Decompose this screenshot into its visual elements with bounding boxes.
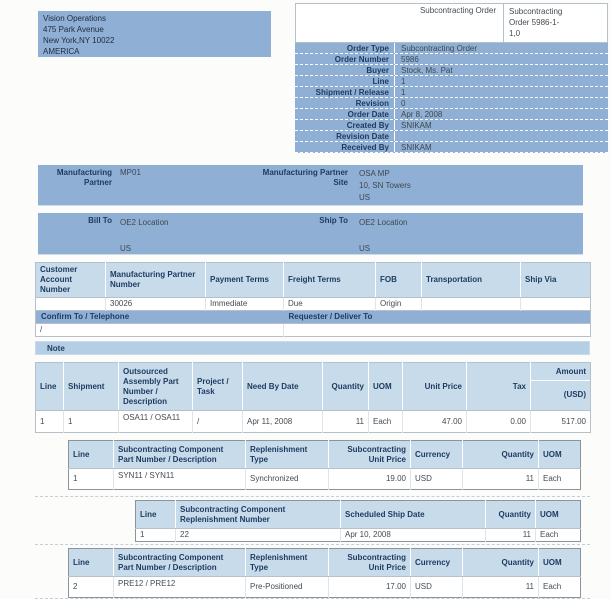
bill-to-line: OE2 Location [120, 218, 169, 227]
amount-header-label: Amount [531, 363, 590, 381]
field-label: Shipment / Release [295, 87, 395, 97]
freight-terms: Due [284, 298, 376, 311]
column-header: Manufacturing Partner Number [106, 263, 206, 298]
quantity: 11 [323, 411, 369, 433]
replenishment-header-row [136, 501, 581, 529]
order-header-row [295, 120, 608, 131]
column-header: Line [36, 363, 64, 411]
field-label: Order Type [295, 43, 395, 53]
quantity: 11 [486, 529, 536, 542]
quantity: 11 [463, 469, 539, 490]
column-header: UOM [536, 501, 581, 529]
order-line-row [36, 411, 591, 433]
note-label: Note [47, 344, 65, 353]
field-value: 1 [401, 77, 406, 86]
order-lines-table [35, 362, 591, 433]
amount: 517.00 [531, 411, 591, 433]
line-number: 2 [69, 577, 114, 598]
column-header: Quantity [463, 441, 539, 469]
row-separator [35, 496, 590, 497]
line-number: 1 [69, 469, 114, 490]
column-header: Subcontracting Component Part Number / Description [114, 549, 246, 577]
column-header: Transportation [422, 263, 521, 298]
site-line: 10, SN Towers [359, 181, 411, 190]
column-header: Line [136, 501, 176, 529]
replenishment-type: Synchronized [246, 469, 329, 490]
subcontracting-unit-price: 19.00 [329, 469, 411, 490]
requester-label: Requester / Deliver To [284, 311, 591, 324]
manufacturing-partner-value: MP01 [120, 168, 141, 177]
field-value: Subcontracting Order [401, 44, 478, 53]
component-row [69, 577, 581, 598]
order-header-row [295, 65, 608, 76]
vendor-country: AMERICA [43, 47, 80, 56]
column-header: Line [69, 549, 114, 577]
column-header: Outsourced Assembly Part Number / Description [119, 363, 193, 411]
ship-to-value [348, 216, 583, 255]
field-value: Apr 8, 2008 [401, 110, 443, 119]
order-header-table [295, 3, 608, 153]
component-table [68, 548, 581, 598]
column-header: Tax [467, 363, 531, 411]
replenishment-number: 22 [176, 529, 341, 542]
column-header: Quantity [486, 501, 536, 529]
vendor-name: Vision Operations [43, 14, 106, 23]
site-line: OSA MP [359, 169, 390, 178]
field-value: SNIKAM [401, 143, 432, 152]
site-line: US [359, 193, 371, 202]
uom: Each [369, 411, 403, 433]
document-reference [503, 4, 607, 42]
manufacturing-partner-section [38, 165, 583, 206]
ship-via [521, 298, 591, 311]
bill-to-line: US [120, 244, 132, 253]
column-header: UOM [539, 441, 581, 469]
scheduled-ship-date: Apr 10, 2008 [341, 529, 486, 542]
field-label: Order Number [295, 54, 395, 64]
tax: 0.00 [467, 411, 531, 433]
manufacturing-partner-number: 30026 [106, 298, 206, 311]
bill-to-label: Bill To [88, 216, 112, 225]
quantity: 11 [463, 577, 539, 598]
replenishment-row [136, 529, 581, 542]
uom: Each [539, 469, 581, 490]
vendor-city: New York,NY 10022 [43, 36, 115, 45]
unit-price: 47.00 [403, 411, 467, 433]
field-value: SNIKAM [401, 121, 432, 130]
terms-header-row [36, 263, 591, 298]
order-header-row [295, 54, 608, 65]
terms-table [35, 262, 591, 337]
column-header: Replenishment Type [246, 549, 329, 577]
column-header: Need By Date [243, 363, 323, 411]
column-header: Quantity [463, 549, 539, 577]
order-header-row [295, 109, 608, 120]
field-value [395, 131, 608, 141]
payment-terms: Immediate [206, 298, 284, 311]
amount-column-header [531, 363, 591, 411]
bill-to-line [120, 229, 262, 242]
column-header: FOB [376, 263, 422, 298]
document-reference-text: Subcontracting Order 5986-1-1,0 [509, 7, 563, 38]
column-header: Replenishment Type [246, 441, 329, 469]
order-header-row [295, 76, 608, 87]
replenishment-type: Pre-Positioned [246, 577, 329, 598]
manufacturing-partner-site-value [348, 168, 583, 204]
shipment-number: 1 [64, 411, 119, 433]
column-header: UOM [539, 549, 581, 577]
line-number: 1 [36, 411, 64, 433]
column-header: Quantity [323, 363, 369, 411]
order-header-row [295, 43, 608, 54]
fob: Origin [376, 298, 422, 311]
column-header: Line [69, 441, 114, 469]
ship-to-line: US [359, 244, 371, 253]
field-value: Stock, Ms. Pat [401, 66, 453, 75]
field-value: 1 [401, 88, 406, 97]
field-label: Revision Date [295, 131, 395, 141]
column-header: Subcontracting Unit Price [329, 441, 411, 469]
ship-to-label: Ship To [319, 216, 348, 225]
vendor-street: 475 Park Avenue [43, 25, 104, 34]
component-part-number: SYN11 / SYN11 [114, 469, 246, 490]
field-label: Order Date [295, 109, 395, 119]
manufacturing-partner-label: Manufacturing Partner [56, 168, 112, 187]
uom: Each [539, 577, 581, 598]
order-header-row [295, 87, 608, 98]
terms-data-row [36, 298, 591, 311]
column-header: Project / Task [193, 363, 243, 411]
customer-account-number [36, 298, 106, 311]
line-number: 1 [136, 529, 176, 542]
column-header: Freight Terms [284, 263, 376, 298]
order-header-title-row [295, 3, 608, 43]
bill-ship-section [38, 213, 583, 255]
column-header: Subcontracting Component Part Number / Description [114, 441, 246, 469]
field-value: 5986 [401, 55, 419, 64]
currency: USD [411, 469, 463, 490]
vendor-address-box [38, 11, 271, 57]
field-value: 0 [401, 99, 406, 108]
assembly-part-number: OSA11 / OSA11 [119, 411, 193, 433]
column-header: Subcontracting Unit Price [329, 549, 411, 577]
confirm-to-value: / [36, 324, 284, 337]
currency: USD [411, 577, 463, 598]
row-separator [35, 544, 590, 545]
lines-header-row [36, 363, 591, 411]
confirm-requester-value-row [36, 324, 591, 337]
confirm-to-label: Confirm To / Telephone [36, 311, 284, 324]
project-task: / [193, 411, 243, 433]
field-label: Revision [295, 98, 395, 108]
order-header-row [295, 98, 608, 109]
component-header-row [69, 549, 581, 577]
column-header: Unit Price [403, 363, 467, 411]
ship-to-line [359, 229, 583, 242]
transportation [422, 298, 521, 311]
column-header: Customer Account Number [36, 263, 106, 298]
bill-to-value [112, 216, 262, 255]
order-header-row [295, 142, 608, 153]
manufacturing-partner-site-label: Manufacturing Partner Site [262, 168, 348, 187]
column-header: Currency [411, 549, 463, 577]
need-by-date: Apr 11, 2008 [243, 411, 323, 433]
column-header: Payment Terms [206, 263, 284, 298]
column-header: Ship Via [521, 263, 591, 298]
component-part-number: PRE12 / PRE12 [114, 577, 246, 598]
column-header: UOM [369, 363, 403, 411]
document-title: Subcontracting Order [419, 6, 496, 15]
field-label: Received By [295, 142, 395, 152]
field-label: Buyer [295, 65, 395, 75]
column-header: Scheduled Ship Date [341, 501, 486, 529]
note-section [35, 341, 590, 355]
subcontracting-unit-price: 17.00 [329, 577, 411, 598]
uom: Each [536, 529, 581, 542]
column-header: Subcontracting Component Replenishment Number [176, 501, 341, 529]
column-header: Currency [411, 441, 463, 469]
order-header-row [295, 131, 608, 142]
column-header: Shipment [64, 363, 119, 411]
ship-to-line: OE2 Location [359, 218, 408, 227]
amount-currency-label: (USD) [563, 390, 586, 399]
field-label: Line [295, 76, 395, 86]
confirm-requester-header-row [36, 311, 591, 324]
field-label: Created By [295, 120, 395, 130]
requester-value [284, 324, 591, 337]
component-table [68, 440, 581, 490]
replenishment-table [135, 500, 581, 542]
component-row [69, 469, 581, 490]
component-header-row [69, 441, 581, 469]
